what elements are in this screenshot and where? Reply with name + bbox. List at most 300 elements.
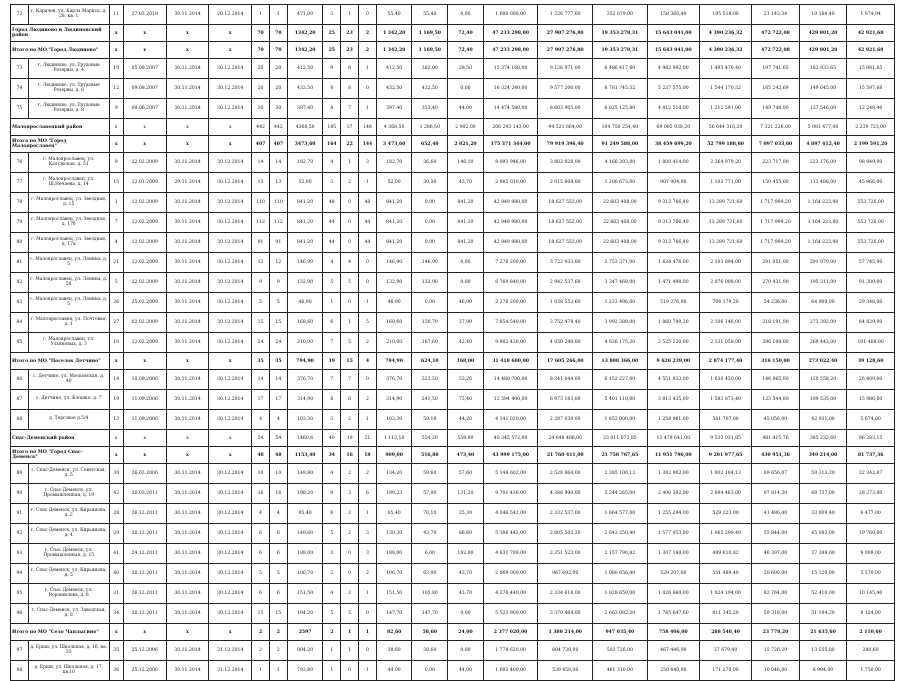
value-cell: 30.11.2014 [166,390,209,410]
value-cell: 59,10 [412,410,448,430]
value-cell: 48 [323,193,341,213]
value-cell: 53,20 [448,370,484,390]
value-cell: 1 342,20 [376,25,412,42]
value-cell: 6 [359,484,377,504]
value-cell: 91 [252,233,270,253]
row-number: 97 [11,641,29,661]
value-cell: 22 342,87 [847,464,895,484]
value-cell: 841,20 [287,233,323,253]
value-cell: 4 [341,253,359,273]
value-cell: 7 [341,99,359,119]
value-cell: 13 [109,410,123,430]
value-cell: 1 255 294,00 [647,504,699,524]
value-cell: 2 [323,624,341,641]
value-cell: 432,50 [376,79,412,99]
address-cell: г. Спас-Деменск, ул. Промышленная, д. 19 [28,484,109,504]
value-cell: 0 [341,233,359,253]
value-cell: 2 076 008,00 [699,273,751,293]
value-cell: 2 528 864,00 [538,464,593,484]
address-cell: г. Малоярославец, ул. Ленина, д. 56 [28,273,109,293]
value-cell: 3 [341,484,359,504]
value-cell: 6 [252,524,270,544]
value-cell: 30.12.2014 [209,584,252,604]
address-cell: г. Спас-Деменск, ул. Кирьянова, д. 5 [28,564,109,584]
value-cell: 30.12.2014 [209,410,252,430]
value-cell: 56 644 316,20 [699,119,751,136]
value-cell: 1 380 214,00 [538,624,593,641]
value-cell: 5 [269,564,287,584]
value-cell: 2 [341,410,359,430]
value-cell: 22 603 408,00 [593,233,648,253]
register-sheet [10,4,895,681]
value-cell: 112 [252,213,270,233]
value-cell: 18 627 552,00 [538,233,593,253]
value-cell: 758 406,00 [647,624,699,641]
row-number: 84 [11,313,29,333]
value-cell: 12 [109,79,123,99]
value-cell: 16 324 240,00 [483,79,538,99]
value-cell: 3 370 464,00 [538,604,593,624]
value-cell: 46,90 [287,293,323,313]
value-cell: 46 397,00 [752,544,800,564]
value-cell: 130,70 [412,313,448,333]
value-cell: 30.11.2014 [166,253,209,273]
value-cell: 442 [269,119,287,136]
value-cell: 30.12.2014 [209,390,252,410]
value-cell: 2 157 790,82 [593,544,648,564]
value-cell: 8 124,00 [847,604,895,624]
value-cell: 0 [359,641,377,661]
value-cell: 9 201 977,65 [699,447,751,464]
value-cell: 1 778 620,00 [483,641,538,661]
value-cell: 15 120,00 [799,564,847,584]
value-cell: 5 386 442,00 [483,524,538,544]
value-cell: 27 907 276,80 [538,25,593,42]
value-cell: 57,60 [448,464,484,484]
value-cell: 1 307 180,00 [647,544,699,564]
value-cell: 17 605 266,00 [538,353,593,370]
value-cell: 149 645,00 [799,79,847,99]
value-cell: 130,30 [376,524,412,544]
value-cell: 37 [341,119,359,136]
value-cell: 1 164 223,00 [799,193,847,213]
value-cell: 30.11.2014 [166,604,209,624]
value-cell: 24,00 [448,624,484,641]
value-cell: 4 [252,504,270,524]
value-cell: 30.12.2014 [209,273,252,293]
table-row [11,410,895,430]
value-cell: 2 331 058,00 [699,333,751,353]
value-cell: 72,40 [448,25,484,42]
value-cell: 158 360,40 [647,5,699,25]
value-cell: 39 128,60 [847,353,895,370]
value-cell: 165 242,69 [752,79,800,99]
value-cell: 0 [341,544,359,564]
value-cell: 103,30 [287,410,323,430]
value-cell: 18 627 552,00 [538,213,593,233]
value-cell: 3 [323,410,341,430]
value-cell: 947 035,40 [593,624,648,641]
value-cell: 4 346 542,00 [483,504,538,524]
value-cell: 9 313 766,40 [647,213,699,233]
value-cell: x [209,447,252,464]
value-cell: 5 [252,564,270,584]
value-cell: 146,90 [287,253,323,273]
value-cell: 42 949 980,00 [483,193,538,213]
value-cell: 2 [341,173,359,193]
value-cell: 28 [109,504,123,524]
address-cell: г. Малоярославец, ул. Ленина, д. 5 [28,253,109,273]
value-cell: 280,60 [847,641,895,661]
value-cell: 42 949 980,00 [483,233,538,253]
value-cell: 25.02.2009 [123,293,166,313]
value-cell: 3 [359,524,377,544]
value-cell: 407 [252,136,270,153]
value-cell: 1 600 000,00 [483,5,538,25]
value-cell: 30 [252,99,270,119]
value-cell: 412,50 [287,59,323,79]
value-cell: 1 [323,661,341,681]
value-cell: 81 737,36 [847,447,895,464]
value-cell: 2 [269,641,287,661]
address-cell: г. Людиново, ул. Трудовые Резервы, д. 6 [28,79,109,99]
value-cell: 1153,40 [287,447,323,464]
value-cell: 5 081 477,00 [799,119,847,136]
value-cell: 25,30 [448,504,484,524]
value-cell: 273 022,40 [799,353,847,370]
value-cell: 19 168,40 [799,5,847,25]
value-cell: 12.02.2009 [123,213,166,233]
value-cell: 5 [269,293,287,313]
address-cell: г. Малоярославец, ул. Почтовая, д. 1 [28,313,109,333]
value-cell: 553 726,00 [847,193,895,213]
row-number: 78 [11,193,29,213]
subtotal-row [11,624,895,641]
address-cell: г. Людиново, ул. Трудовые Резервы, д. 8 [28,99,109,119]
address-cell: г. Спас-Деменск, ул. Кирьянова, д. 4 [28,524,109,544]
value-cell: 12 [269,253,287,273]
value-cell: 432,50 [412,79,448,99]
value-cell: 3 [359,544,377,564]
value-cell: 69 737,00 [799,484,847,504]
value-cell: 2 364 979,20 [699,153,751,173]
value-cell: 3 813 435,00 [647,390,699,410]
value-cell: 15 986,60 [847,390,895,410]
value-cell: 14 [109,370,123,390]
group-label: Итого по МО "Город Людиново" [11,42,110,59]
value-cell: 95,40 [376,504,412,524]
value-cell: 2 106 146,00 [699,313,751,333]
value-cell: 1 286,50 [412,119,448,136]
table-row [11,213,895,233]
value-cell: 28,50 [448,59,484,79]
value-cell: x [109,430,123,447]
value-cell: 503 726,00 [593,641,648,661]
table-row [11,253,895,273]
value-cell: 198,20 [287,484,323,504]
value-cell: 1 493 470,40 [699,59,751,79]
value-cell: 30.12.2014 [209,193,252,213]
value-cell: 1 342,20 [376,42,412,59]
value-cell: 429 801,20 [799,25,847,42]
value-cell: 10.09.2006 [123,370,166,390]
value-cell: 1 102 771,00 [699,173,751,193]
value-cell: 8 904,00 [799,661,847,681]
value-cell: 7 [323,370,341,390]
value-cell: 168,00 [448,353,484,370]
value-cell: x [166,136,209,153]
row-number: 83 [11,293,29,313]
row-number: 76 [11,153,29,173]
value-cell: 182,70 [376,153,412,173]
value-cell: 110 [269,193,287,213]
value-cell: x [109,624,123,641]
value-cell: 05.08.2007 [123,59,166,79]
value-cell: 1 630 450,00 [699,370,751,390]
row-number: 73 [11,59,29,79]
value-cell: 30.11.2014 [166,233,209,253]
value-cell: 3 992 388,00 [593,313,648,333]
value-cell: 15 [269,313,287,333]
address-cell: г. Спас-Деменск, ул. Кирьяновa, д. 2 [28,504,109,524]
district-total-row [11,430,895,447]
value-cell: 13 289 721,60 [699,213,751,233]
value-cell: 1 [341,624,359,641]
subtotal-row [11,353,895,370]
value-cell: 38,60 [412,641,448,661]
value-cell: 9 [323,484,341,504]
value-cell: 1 [359,661,377,681]
value-cell: 30.11.2014 [166,564,209,584]
value-cell: 30.11.2014 [166,464,209,484]
value-cell: 1 [323,293,341,313]
value-cell: 1 164 223,00 [799,233,847,253]
value-cell: 144 [359,136,377,153]
value-cell: 3 [323,5,341,25]
value-cell: 7 854 540,00 [483,313,538,333]
value-cell: 3 [359,153,377,173]
value-cell: 1 974,94 [847,5,895,25]
value-cell: 30.12.2014 [209,213,252,233]
value-cell: 12 248,46 [847,99,895,119]
value-cell: 1 [252,661,270,681]
value-cell: 120 558,20 [799,370,847,390]
value-cell: 149 748,00 [752,99,800,119]
value-cell: 47 233 298,00 [483,42,538,59]
value-cell: 4 050 240,00 [538,333,593,353]
value-cell: 1 223 496,00 [593,293,648,313]
value-cell: 185 [323,119,341,136]
value-cell: 8 603 905,00 [538,99,593,119]
value-cell: 98 949,00 [847,153,895,173]
value-cell: 5 [341,333,359,353]
value-cell: 44,00 [376,661,412,681]
value-cell: 59 318,00 [752,604,800,624]
value-cell: 36,60 [412,153,448,173]
table-row [11,564,895,584]
value-cell: 558,90 [448,430,484,447]
value-cell: 29 348,00 [847,293,895,313]
value-cell: 30.12.2014 [209,544,252,564]
value-cell: 147,70 [412,604,448,624]
table-body [11,5,895,681]
value-cell: 1 164 223,00 [799,213,847,233]
value-cell: 2 [341,464,359,484]
value-cell: x [166,430,209,447]
value-cell: 55,40 [412,5,448,25]
value-cell: 11.09.2006 [123,410,166,430]
value-cell: 26.12.2011 [123,524,166,544]
value-cell: 15 597,68 [847,79,895,99]
value-cell: 14 474 580,00 [483,99,538,119]
value-cell: 91 249 588,00 [593,136,648,153]
value-cell: 31 418 600,00 [483,353,538,370]
value-cell: 132,90 [376,273,412,293]
value-cell: 19 353 278,31 [593,42,648,59]
value-cell: 30.12.2014 [209,153,252,173]
table-row [11,79,895,99]
row-number: 82 [11,273,29,293]
value-cell: 1 [323,641,341,661]
value-cell: 841,20 [287,213,323,233]
value-cell: 8 477,00 [847,504,895,524]
value-cell: 09.08.2007 [123,79,166,99]
table-row [11,544,895,564]
value-cell: 09.06.2007 [123,99,166,119]
value-cell: 15 [269,604,287,624]
value-cell: 2 069 000,00 [483,564,538,584]
value-cell: 15 726,29 [752,641,800,661]
value-cell: 909,00 [376,447,412,464]
value-cell: 12.02.2009 [123,253,166,273]
value-cell: 26 409,00 [847,370,895,390]
district-total-row [11,119,895,136]
value-cell: 2 103 894,00 [699,253,751,273]
value-cell: 0,00 [448,79,484,99]
value-cell: 1 583 873,40 [699,390,751,410]
value-cell: 841,20 [448,193,484,213]
address-cell: г. Спас-Деменск, ул. Промышленная, д. 15 [28,544,109,564]
value-cell: 44,20 [448,410,484,430]
value-cell: 12 [252,253,270,273]
row-number: 81 [11,253,29,273]
value-cell: 5 [109,273,123,293]
table-row [11,273,895,293]
address-cell: г. Спас-Деменск, ул. Советская, д. 5 [28,464,109,484]
row-number: 77 [11,173,29,193]
value-cell: 15 [341,353,359,370]
value-cell: 1 258 961,00 [647,410,699,430]
value-cell: 20 [269,79,287,99]
value-cell: 9 [252,273,270,293]
value-cell: 35 [109,641,123,661]
table-row [11,464,895,484]
row-number: 94 [11,564,29,584]
value-cell: 30.12.2014 [209,59,252,79]
value-cell: 29.11.2014 [166,173,209,193]
value-cell: 0 [359,253,377,273]
value-cell: 30.12.2014 [209,313,252,333]
value-cell: x [166,42,209,59]
value-cell: x [209,136,252,153]
value-cell: 6 760 840,00 [483,273,538,293]
value-cell: 112 [269,213,287,233]
group-label: Итого по МО "Поселок Детчино" [11,353,110,370]
value-cell: 30.11.2014 [166,293,209,313]
value-cell: 1 [359,504,377,524]
value-cell: 31.12.2014 [209,661,252,681]
value-cell: 21 143,34 [752,5,800,25]
value-cell: 1 [341,153,359,173]
value-cell: 182,00 [448,544,484,564]
value-cell: 2 376 200,00 [483,293,538,313]
value-cell: 472 722,08 [752,25,800,42]
table-row [11,99,895,119]
row-number: 90 [11,484,29,504]
value-cell: 48 [359,193,377,213]
value-cell: 396 108,00 [752,333,800,353]
value-cell: 103,30 [376,410,412,430]
value-cell: 442 [252,119,270,136]
row-number: 79 [11,213,29,233]
address-cell: г. Малоярославец, ул. Ульяновых, д. 3 [28,333,109,353]
value-cell: 30 [269,99,287,119]
value-cell: 314,90 [287,390,323,410]
value-cell: 4 631 709,00 [483,544,538,564]
value-cell: 70 [269,25,287,42]
value-cell: 323,50 [412,370,448,390]
value-cell: 3 722 933,00 [538,253,593,273]
value-cell: 1 [341,5,359,25]
value-cell: 30.12.2014 [209,333,252,353]
value-cell: 30.11.2014 [166,504,209,524]
value-cell: 383,00 [412,59,448,79]
value-cell: 70 [252,42,270,59]
value-cell: 25 [323,25,341,42]
value-cell: 652,40 [412,136,448,153]
value-cell: 2 110,60 [847,624,895,641]
value-cell: 30.11.2014 [166,333,209,353]
value-cell: 36 [109,661,123,681]
value-cell: 97 814,20 [752,484,800,504]
value-cell: 91 [269,233,287,253]
value-cell: 4 [269,504,287,524]
value-cell: 516,80 [412,447,448,464]
value-cell: 26.12.2011 [123,504,166,524]
address-cell: г. Спас-Деменск, ул. Ворошилова, д. 6 [28,584,109,604]
value-cell: 3 [341,504,359,524]
value-cell: 26.03.2006 [123,464,166,484]
value-cell: 41 [109,544,123,564]
value-cell: 30.11.2014 [166,59,209,79]
value-cell: 841,20 [287,193,323,213]
row-number: 91 [11,504,29,524]
value-cell: 44 [359,233,377,253]
value-cell: 47 233 298,00 [483,25,538,42]
value-cell: 2 [252,624,270,641]
value-cell: 30.12.2014 [209,604,252,624]
value-cell: 15 [252,173,270,193]
value-cell: 223 176,00 [799,153,847,173]
value-cell: 1342,20 [287,42,323,59]
value-cell: 57 745,00 [847,253,895,273]
value-cell: 110 [252,193,270,213]
value-cell: 316 150,00 [752,353,800,370]
value-cell: 30.12.2014 [209,233,252,253]
table-row [11,313,895,333]
value-cell: 481 415,76 [752,430,800,447]
value-cell: 27.03.2018 [123,5,166,25]
